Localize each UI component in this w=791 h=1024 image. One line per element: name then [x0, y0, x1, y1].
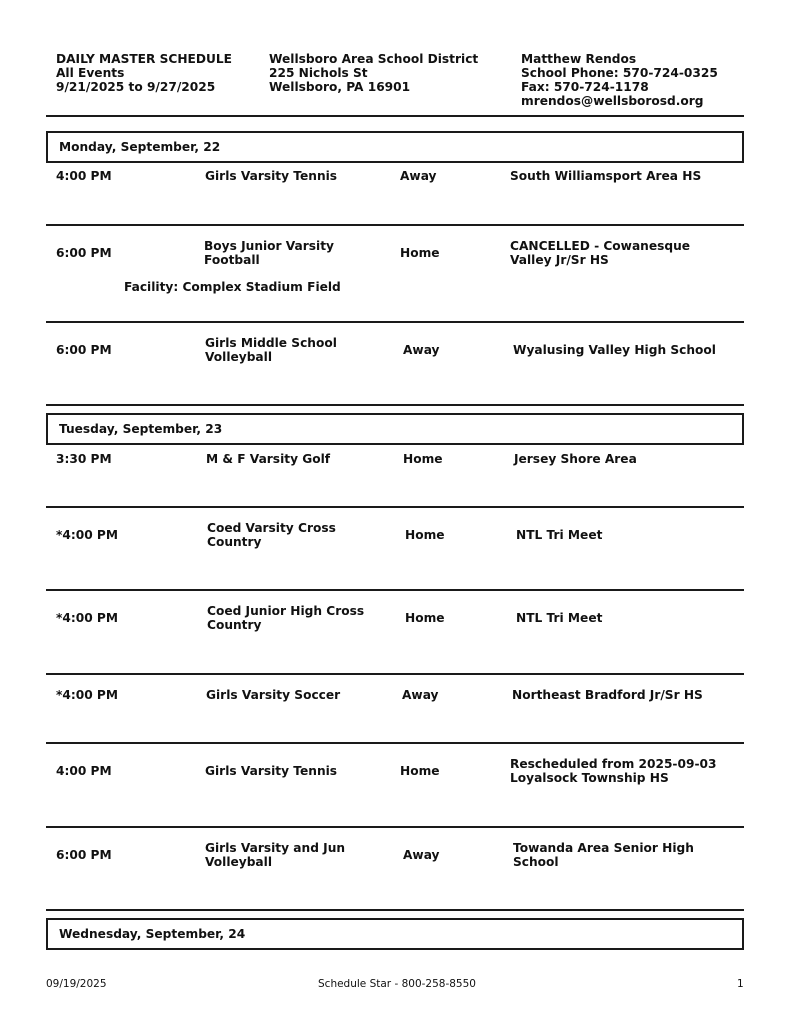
day-header-tuesday: [46, 413, 744, 445]
footer-page-number: 1: [737, 978, 744, 990]
event-time: 6:00 PM: [56, 246, 112, 260]
event-opponent: Wyalusing Valley High School: [513, 343, 716, 357]
contact-email[interactable]: mrendos@wellsborosd.org: [521, 94, 704, 108]
event-name: M & F Varsity Golf: [206, 452, 331, 466]
event-location: Home: [405, 528, 445, 542]
row-divider: [46, 826, 744, 828]
event-opponent: South Williamsport Area HS: [510, 169, 702, 183]
event-time: 6:00 PM: [56, 848, 112, 862]
event-location: Home: [403, 452, 443, 466]
event-name: Girls Varsity Soccer: [206, 688, 341, 702]
event-location: Home: [400, 246, 440, 260]
contact-phone: School Phone: 570-724-0325: [521, 66, 718, 80]
event-opponent: NTL Tri Meet: [516, 528, 603, 542]
event-opponent: Northeast Bradford Jr/Sr HS: [512, 688, 703, 702]
district-city: Wellsboro, PA 16901: [269, 80, 411, 94]
event-opponent: CANCELLED - Cowanesque Valley Jr/Sr HS: [510, 239, 691, 267]
row-divider: [46, 506, 744, 508]
event-name: Coed Varsity Cross Country: [207, 521, 336, 549]
report-title: DAILY MASTER SCHEDULE: [56, 52, 232, 66]
event-location: Away: [403, 848, 440, 862]
contact-name: Matthew Rendos: [521, 52, 637, 66]
event-opponent: Jersey Shore Area: [514, 452, 637, 466]
event-time: *4:00 PM: [56, 688, 118, 702]
event-location: Away: [402, 688, 439, 702]
contact-fax: Fax: 570-724-1178: [521, 80, 649, 94]
event-name: Girls Middle School Volleyball: [205, 336, 337, 364]
row-divider: [46, 224, 744, 226]
row-divider: [46, 673, 744, 675]
day-label: Tuesday, September, 23: [59, 422, 223, 436]
row-divider: [46, 321, 744, 323]
header-contact-block: [521, 52, 718, 108]
event-name: Girls Varsity Tennis: [205, 764, 338, 778]
event-time: 4:00 PM: [56, 764, 112, 778]
header-district-block: [269, 52, 478, 94]
day-header-monday: [46, 131, 744, 163]
event-name: Coed Junior High Cross Country: [207, 604, 365, 632]
row-divider: [46, 404, 744, 406]
row-divider: [46, 589, 744, 591]
event-opponent: Towanda Area Senior High School: [513, 841, 694, 869]
event-location: Home: [405, 611, 445, 625]
event-opponent: NTL Tri Meet: [516, 611, 603, 625]
day-header-wednesday: [46, 918, 744, 950]
event-time: *4:00 PM: [56, 528, 118, 542]
footer-print-date: 09/19/2025: [46, 978, 107, 990]
day-label: Monday, September, 22: [59, 140, 221, 154]
event-location: Away: [400, 169, 437, 183]
report-filter: All Events: [56, 66, 125, 80]
day-label: Wednesday, September, 24: [59, 927, 246, 941]
event-time: 6:00 PM: [56, 343, 112, 357]
event-facility: Facility: Complex Stadium Field: [124, 280, 341, 294]
event-opponent: Rescheduled from 2025-09-03 Loyalsock Township HS: [510, 757, 717, 785]
district-street: 225 Nichols St: [269, 66, 368, 80]
event-location: Home: [400, 764, 440, 778]
header-divider: [46, 115, 744, 117]
district-name: Wellsboro Area School District: [269, 52, 479, 66]
event-location: Away: [403, 343, 440, 357]
event-time: 4:00 PM: [56, 169, 112, 183]
event-name: Boys Junior Varsity Football: [204, 239, 334, 267]
row-divider: [46, 742, 744, 744]
row-divider: [46, 909, 744, 911]
event-time: 3:30 PM: [56, 452, 112, 466]
event-name: Girls Varsity and Jun Volleyball: [205, 841, 346, 869]
footer-vendor: Schedule Star - 800-258-8550: [318, 978, 476, 990]
event-time: *4:00 PM: [56, 611, 118, 625]
header-title-block: [56, 52, 232, 94]
report-date-range: 9/21/2025 to 9/27/2025: [56, 80, 216, 94]
event-name: Girls Varsity Tennis: [205, 169, 338, 183]
